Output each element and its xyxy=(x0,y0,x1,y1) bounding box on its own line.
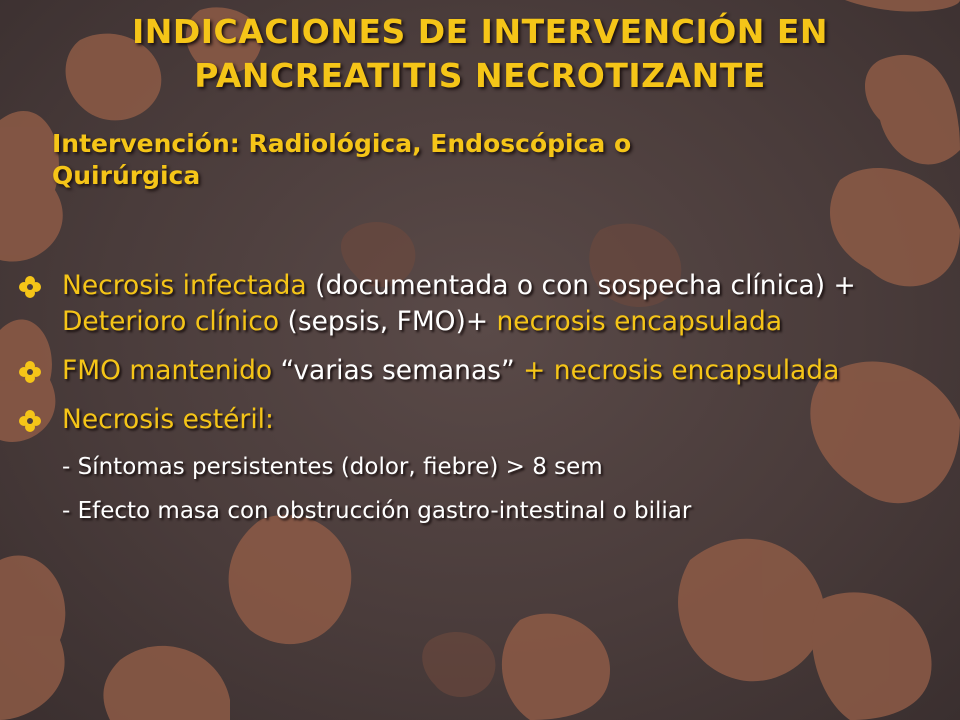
bullet-item-fmo xyxy=(18,353,928,389)
flower-bullet-icon xyxy=(18,275,42,299)
bullet-2-term-1: FMO mantenido xyxy=(62,355,273,386)
subtitle-line-1: Intervención: Radiológica, Endoscópica o xyxy=(52,129,632,158)
bullet-item-infected-necrosis xyxy=(18,268,928,340)
slide-subtitle xyxy=(52,128,872,192)
subtitle-line-2: Quirúrgica xyxy=(52,161,201,190)
bullet-1-term-1: Necrosis infectada xyxy=(62,270,307,301)
bullet-1-term-2: Deterioro clínico xyxy=(62,306,280,337)
title-line-1: INDICACIONES DE INTERVENCIÓN EN xyxy=(131,12,829,51)
bullet-1-term-3: necrosis encapsulada xyxy=(496,306,783,337)
bullet-2-text-1: “varias semanas” xyxy=(272,355,524,386)
subitem-persistent-symptoms: - Síntomas persistentes (dolor, fiebre) > 8 sem xyxy=(62,454,603,480)
flower-bullet-icon xyxy=(18,360,42,384)
bullet-2-term-2: + necrosis encapsulada xyxy=(523,355,840,386)
bullet-3-term-1: Necrosis estéril: xyxy=(62,404,274,435)
slide-title xyxy=(40,10,920,98)
subitem-mass-effect: - Efecto masa con obstrucción gastro-intestinal o biliar xyxy=(62,498,692,524)
bullet-item-sterile-necrosis xyxy=(18,402,928,438)
bullet-1-text-2: (sepsis, FMO)+ xyxy=(279,306,497,337)
bullet-list xyxy=(18,268,928,526)
flower-bullet-icon xyxy=(18,409,42,433)
bullet-1-text-1: (documentada o con sospecha clínica) + xyxy=(306,270,856,301)
title-line-2: PANCREATITIS NECROTIZANTE xyxy=(194,56,766,95)
